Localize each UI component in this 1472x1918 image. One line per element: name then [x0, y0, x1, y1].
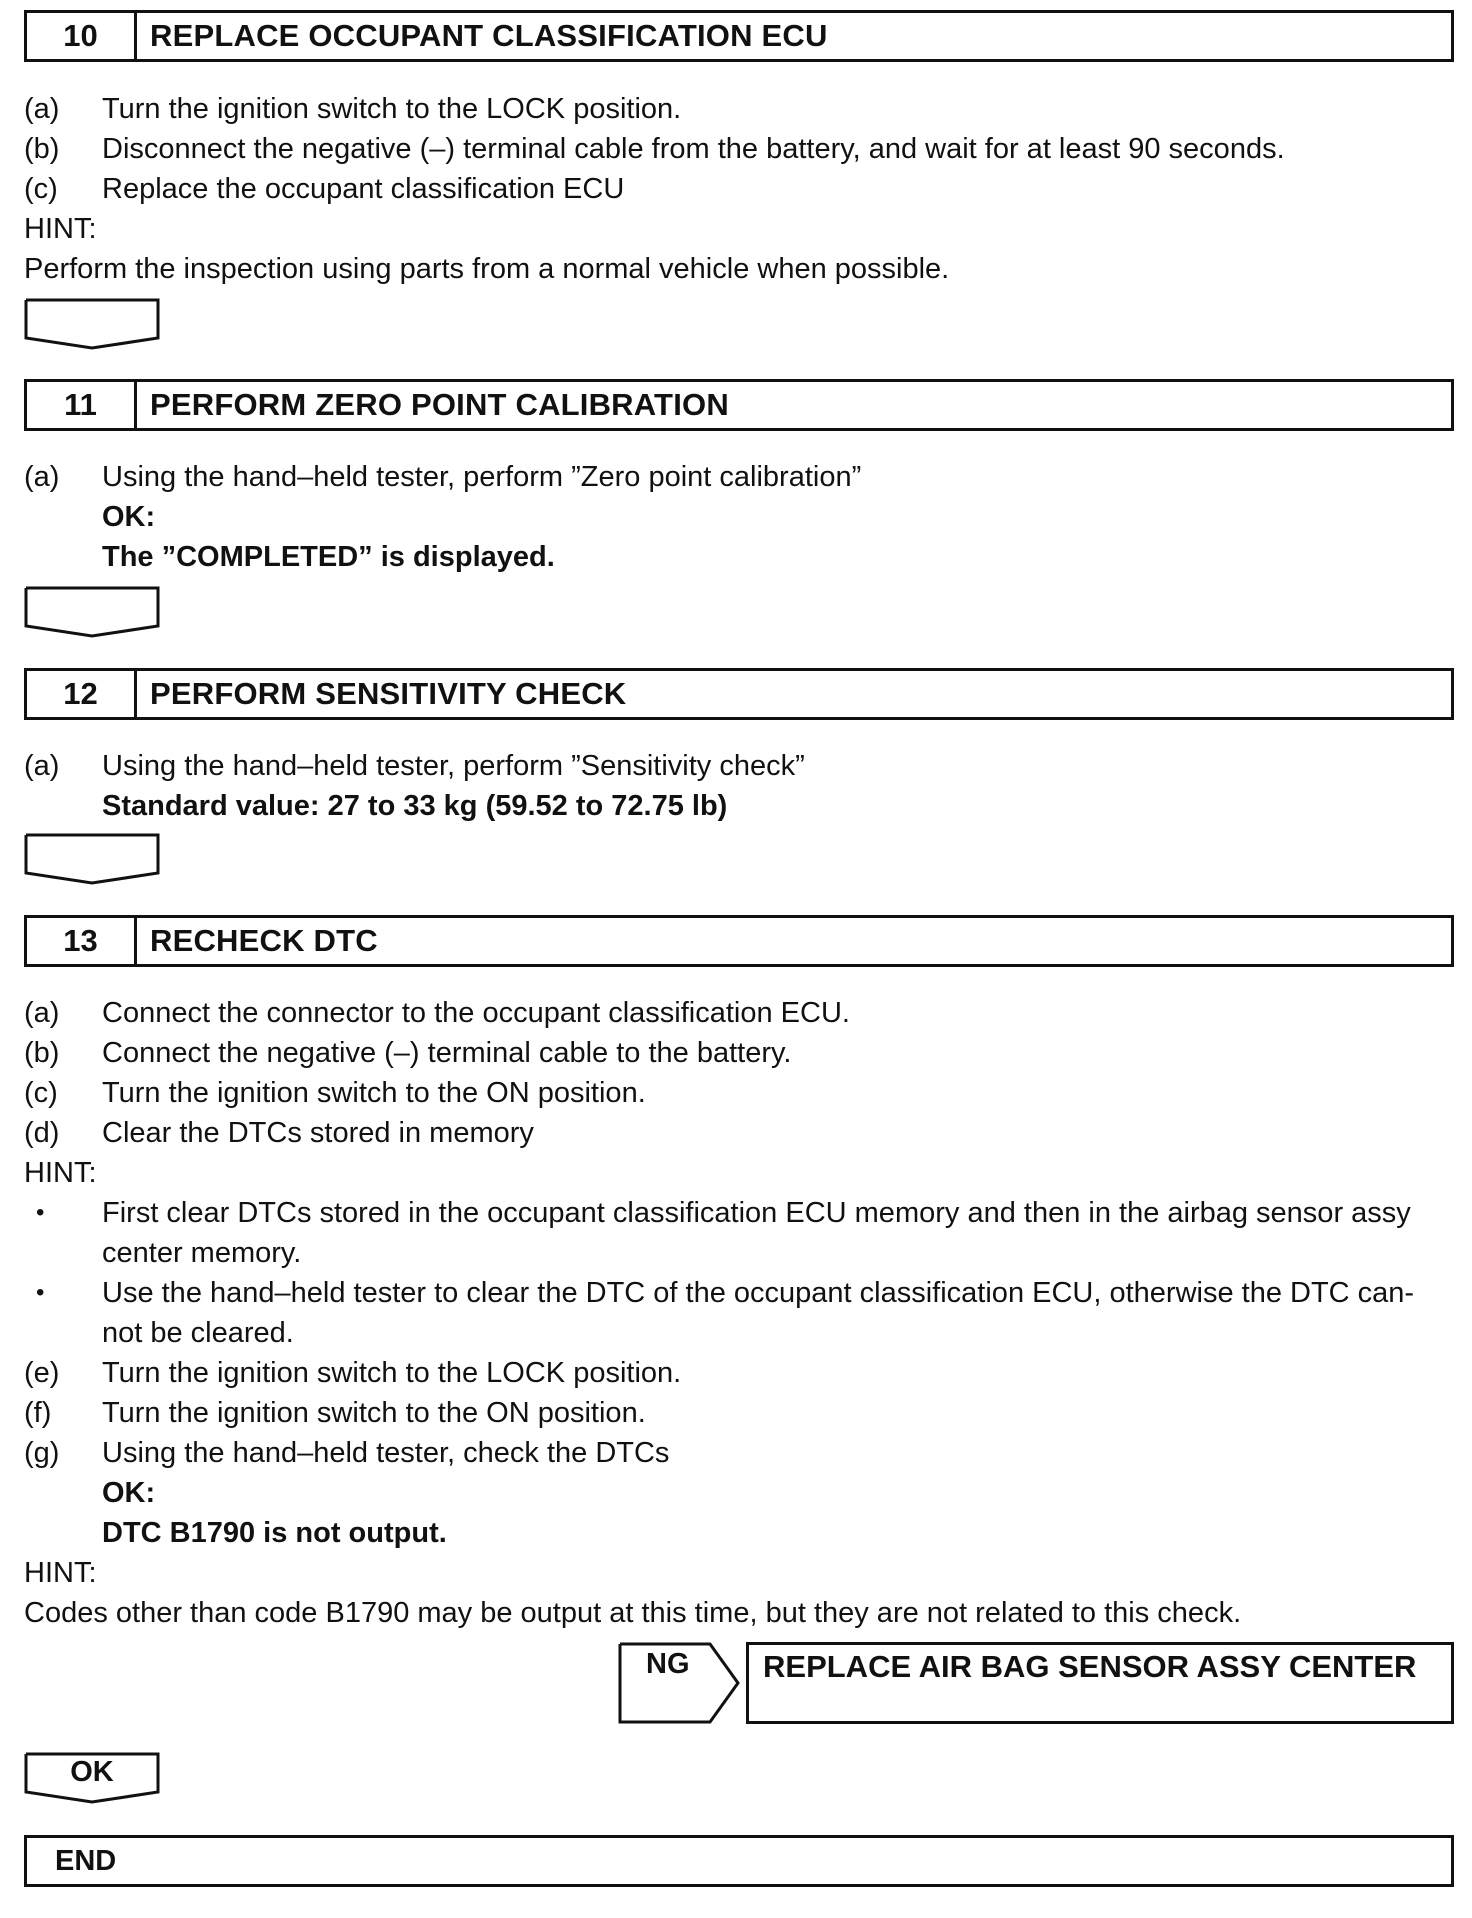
item-text: Turn the ignition switch to the ON position.: [102, 1077, 646, 1109]
item-label: (a): [24, 461, 60, 493]
ng-arrow: [618, 1642, 740, 1724]
end-box: [24, 1835, 1454, 1887]
item-label: (f): [24, 1397, 52, 1429]
bullet-icon: •: [36, 1279, 45, 1306]
step-title: PERFORM ZERO POINT CALIBRATION: [150, 387, 729, 422]
ng-label: NG: [646, 1648, 690, 1680]
ng-result-box: [746, 1642, 1454, 1724]
item-text: Turn the ignition switch to the LOCK position.: [102, 1357, 682, 1389]
flow-arrow: [24, 586, 160, 638]
hint-label: HINT:: [24, 1157, 97, 1189]
step-title: RECHECK DTC: [150, 923, 378, 958]
hint-text: Perform the inspection using parts from a normal vehicle when possible.: [24, 253, 950, 285]
hint-text: Codes other than code B1790 may be output at this time, but they are not related to this check.: [24, 1597, 1242, 1629]
bullet-text: center memory.: [102, 1237, 302, 1269]
standard-value: Standard value: 27 to 33 kg (59.52 to 72.75 lb): [102, 790, 728, 822]
down-arrow-box-icon: [24, 298, 160, 350]
ok-arrow-label: OK: [70, 1756, 114, 1788]
item-text: Using the hand–held tester, check the DTCs: [102, 1437, 670, 1469]
item-label: (c): [24, 1077, 58, 1109]
bullet-icon: •: [36, 1199, 45, 1226]
flow-arrow: [24, 833, 160, 885]
step-number: 11: [27, 382, 137, 428]
bullet-text: Use the hand–held tester to clear the DTC of the occupant classification ECU, otherwise the DTC can-: [102, 1277, 1415, 1309]
down-arrow-box-icon: [24, 586, 160, 638]
item-text: Connect the negative (–) terminal cable to the battery.: [102, 1037, 792, 1069]
ok-text: The ”COMPLETED” is displayed.: [102, 541, 555, 573]
item-label: (a): [24, 93, 60, 125]
item-text: Turn the ignition switch to the LOCK position.: [102, 93, 682, 125]
item-label: (a): [24, 750, 60, 782]
ng-result-text: REPLACE AIR BAG SENSOR ASSY CENTER: [763, 1649, 1417, 1684]
item-label: (e): [24, 1357, 60, 1389]
bullet-text: First clear DTCs stored in the occupant classification ECU memory and then in the airbag sensor assy: [102, 1197, 1411, 1229]
item-text: Replace the occupant classification ECU: [102, 173, 625, 205]
step-title: REPLACE OCCUPANT CLASSIFICATION ECU: [150, 18, 828, 53]
ok-arrow: [24, 1752, 160, 1804]
item-text: Turn the ignition switch to the ON position.: [102, 1397, 646, 1429]
step-number: 13: [27, 918, 137, 964]
item-label: (d): [24, 1117, 60, 1149]
item-text: Clear the DTCs stored in memory: [102, 1117, 534, 1149]
down-arrow-box-icon: [24, 833, 160, 885]
end-label: END: [55, 1844, 117, 1877]
item-text: Connect the connector to the occupant classification ECU.: [102, 997, 850, 1029]
item-label: (g): [24, 1437, 60, 1469]
item-text: Using the hand–held tester, perform ”Sensitivity check”: [102, 750, 805, 782]
step-number: 10: [27, 13, 137, 59]
flow-arrow: [24, 298, 160, 350]
item-label: (b): [24, 1037, 60, 1069]
item-label: (c): [24, 173, 58, 205]
ok-label: OK:: [102, 501, 156, 533]
step-10-header: [24, 10, 1454, 62]
hint-label: HINT:: [24, 1557, 97, 1589]
item-text: Using the hand–held tester, perform ”Zero point calibration”: [102, 461, 862, 493]
ok-text: DTC B1790 is not output.: [102, 1517, 447, 1549]
ok-label: OK:: [102, 1477, 156, 1509]
item-label: (b): [24, 133, 60, 165]
step-title: PERFORM SENSITIVITY CHECK: [150, 676, 627, 711]
step-12-header: [24, 668, 1454, 720]
item-label: (a): [24, 997, 60, 1029]
item-text: Disconnect the negative (–) terminal cable from the battery, and wait for at least 90 seconds.: [102, 133, 1285, 165]
step-13-header: [24, 915, 1454, 967]
step-number: 12: [27, 671, 137, 717]
bullet-text: not be cleared.: [102, 1317, 294, 1349]
step-11-header: [24, 379, 1454, 431]
hint-label: HINT:: [24, 213, 97, 245]
